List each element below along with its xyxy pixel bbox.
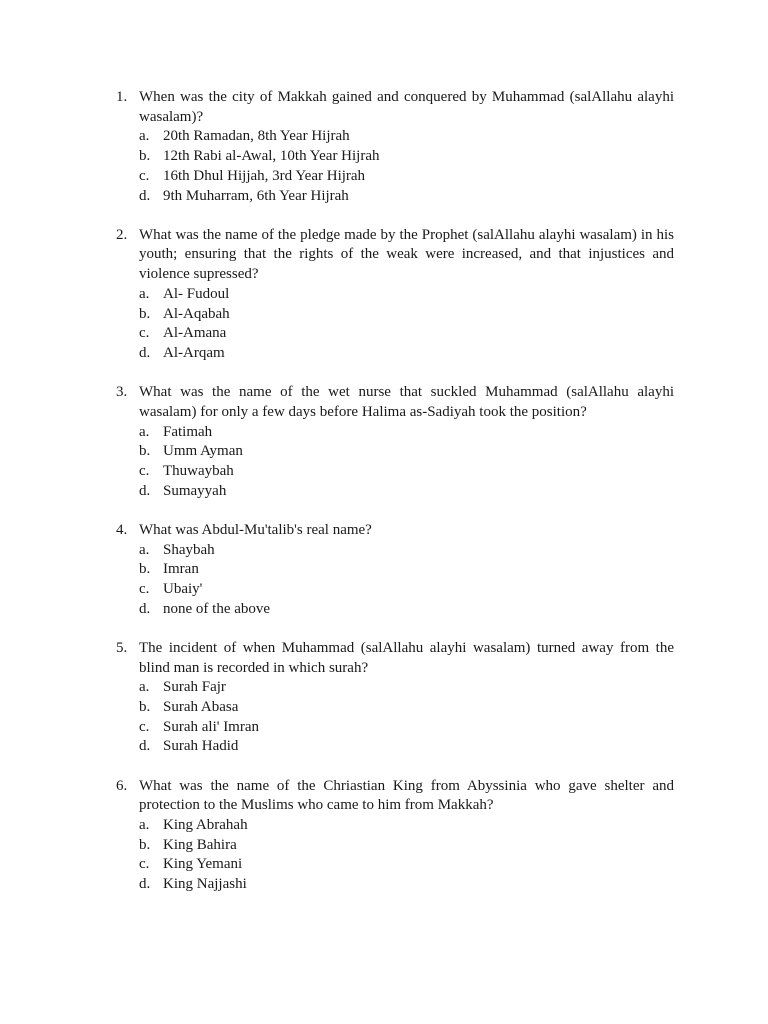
option-letter: b. xyxy=(139,443,151,460)
option-letter: d. xyxy=(139,482,151,499)
option-text: Shaybah xyxy=(163,541,215,558)
option-text: 9th Muharram, 6th Year Hijrah xyxy=(163,187,349,204)
option-list xyxy=(112,423,674,502)
option-text: King Najjashi xyxy=(163,876,247,893)
option-item xyxy=(112,600,674,620)
option-text: 20th Ramadan, 8th Year Hijrah xyxy=(163,128,350,145)
option-text: Sumayyah xyxy=(163,482,227,499)
question-item xyxy=(112,88,674,206)
option-text: Al-Amana xyxy=(163,325,227,342)
question-header xyxy=(112,521,674,541)
option-item xyxy=(112,324,674,344)
question-item xyxy=(112,226,674,364)
question-number: 5. xyxy=(116,639,128,656)
option-item xyxy=(112,187,674,207)
option-item xyxy=(112,442,674,462)
option-list xyxy=(112,541,674,620)
option-item xyxy=(112,836,674,856)
option-letter: b. xyxy=(139,305,151,322)
option-item xyxy=(112,305,674,325)
option-text: 16th Dhul Hijjah, 3rd Year Hijrah xyxy=(163,167,366,184)
option-item xyxy=(112,541,674,561)
option-text: none of the above xyxy=(163,600,271,617)
option-letter: b. xyxy=(139,561,151,578)
question-header xyxy=(112,383,674,422)
option-text: Umm Ayman xyxy=(163,443,243,460)
option-text: Al- Fudoul xyxy=(163,285,230,302)
option-item xyxy=(112,560,674,580)
option-text: King Bahira xyxy=(163,836,237,853)
question-number: 6. xyxy=(116,777,128,794)
question-item xyxy=(112,639,674,757)
option-letter: b. xyxy=(139,836,151,853)
option-letter: a. xyxy=(139,423,150,440)
question-number: 1. xyxy=(116,89,128,105)
option-letter: b. xyxy=(139,698,151,715)
question-item xyxy=(112,383,674,501)
option-letter: d. xyxy=(139,876,151,893)
option-text: Surah ali' Imran xyxy=(163,718,260,735)
question-number: 2. xyxy=(116,226,128,243)
option-text: Imran xyxy=(163,561,199,578)
option-item xyxy=(112,344,674,364)
option-item xyxy=(112,737,674,757)
question-header xyxy=(112,226,674,285)
option-text: King Yemani xyxy=(163,856,243,873)
option-letter: a. xyxy=(139,128,150,145)
option-list xyxy=(112,127,674,206)
option-letter: a. xyxy=(139,285,150,302)
question-header xyxy=(112,88,674,127)
option-item xyxy=(112,285,674,305)
question-text: What was the name of the Chriastian King from Abyssinia who gave shelter and protection to the Muslims who came to him from Makkah? xyxy=(139,777,674,814)
question-item xyxy=(112,777,674,895)
option-item xyxy=(112,147,674,167)
question-text: What was the name of the pledge made by the Prophet (salAllahu alayhi wasalam) in his youth; ensuring that the rights of the weak were increased, and that injustices and violence supressed? xyxy=(139,226,674,283)
question-text: When was the city of Makkah gained and conquered by Muhammad (salAllahu alayhi wasalam)? xyxy=(139,89,674,125)
option-text: King Abrahah xyxy=(163,817,248,833)
option-letter: d. xyxy=(139,344,151,361)
question-number: 3. xyxy=(116,384,128,401)
option-letter: c. xyxy=(139,856,150,873)
option-text: Surah Abasa xyxy=(163,698,239,715)
option-text: Thuwaybah xyxy=(163,462,234,479)
option-letter: b. xyxy=(139,148,151,165)
question-number: 4. xyxy=(116,521,128,538)
option-item xyxy=(112,580,674,600)
option-list xyxy=(112,285,674,364)
option-item xyxy=(112,875,674,895)
option-item xyxy=(112,482,674,502)
option-letter: d. xyxy=(139,600,151,617)
option-list xyxy=(112,678,674,757)
option-letter: c. xyxy=(139,325,150,342)
option-letter: a. xyxy=(139,541,150,558)
option-letter: c. xyxy=(139,580,150,597)
question-text: The incident of when Muhammad (salAllahu alayhi wasalam) turned away from the blind man is recorded in which surah? xyxy=(139,639,674,676)
option-item xyxy=(112,167,674,187)
option-letter: c. xyxy=(139,167,150,184)
option-letter: c. xyxy=(139,718,150,735)
option-text: Al-Arqam xyxy=(163,344,225,361)
option-item xyxy=(112,423,674,443)
option-item xyxy=(112,678,674,698)
option-item xyxy=(112,718,674,738)
question-header xyxy=(112,639,674,678)
option-text: 12th Rabi al-Awal, 10th Year Hijrah xyxy=(163,148,380,165)
option-letter: d. xyxy=(139,187,151,204)
option-letter: a. xyxy=(139,679,150,696)
option-text: Fatimah xyxy=(163,423,213,440)
option-letter: c. xyxy=(139,462,150,479)
option-item xyxy=(112,855,674,875)
option-letter: a. xyxy=(139,817,150,833)
option-text: Ubaiy' xyxy=(163,580,203,597)
quiz-list xyxy=(112,88,674,914)
question-text: What was the name of the wet nurse that suckled Muhammad (salAllahu alayhi wasalam) for only a few days before Halima as-Sadiyah took the position? xyxy=(139,384,674,420)
option-item xyxy=(112,698,674,718)
option-item xyxy=(112,127,674,147)
option-text: Surah Hadid xyxy=(163,738,239,755)
option-list xyxy=(112,816,674,895)
option-text: Al-Aqabah xyxy=(163,305,230,322)
option-text: Surah Fajr xyxy=(163,679,226,696)
question-header xyxy=(112,777,674,816)
question-item xyxy=(112,521,674,620)
option-item xyxy=(112,462,674,482)
question-text: What was Abdul-Mu'talib's real name? xyxy=(139,521,372,538)
option-item xyxy=(112,816,674,836)
option-letter: d. xyxy=(139,738,151,755)
